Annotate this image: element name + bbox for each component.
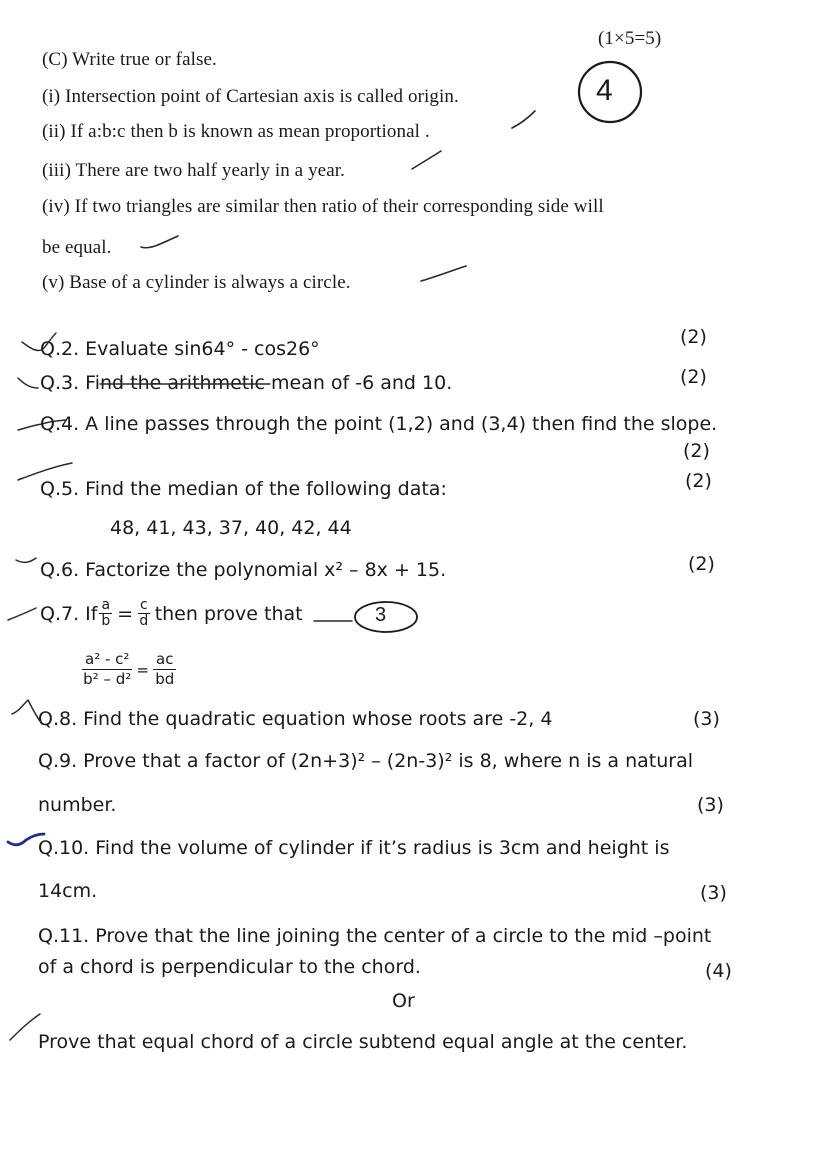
q3-marks: (2) (680, 366, 707, 388)
q8-marks: (3) (693, 708, 720, 730)
tf-item-3: (iii) There are two half yearly in a year. (42, 160, 345, 181)
tick-mark-icon (8, 608, 36, 620)
q7-rhs-num: ac (153, 650, 176, 670)
q7-equals: = (117, 602, 133, 625)
q7-frac2-den: d (139, 613, 149, 629)
tick-mark-icon (412, 151, 441, 169)
q7-frac1-num: a (101, 597, 111, 613)
tick-mark-icon (141, 236, 178, 248)
section-c-score: 4 (596, 74, 613, 107)
q7-frac1-den: b (101, 613, 111, 629)
score-circle-icon (355, 602, 417, 632)
q7-prefix: Q.7. If (40, 602, 98, 625)
tf-item-4-cont: be equal. (42, 237, 112, 258)
q7-rhs-den: bd (155, 670, 175, 688)
q5-data: 48, 41, 43, 37, 40, 42, 44 (110, 517, 352, 539)
tick-mark-icon (18, 378, 38, 388)
tick-mark-icon (8, 834, 44, 845)
q9-marks: (3) (697, 794, 724, 816)
q9-line2: number. (38, 794, 117, 816)
q4-marks: (2) (683, 440, 710, 462)
q7-score: 3 (375, 604, 387, 626)
q7-suffix: then prove that (154, 602, 303, 625)
tick-mark-icon (16, 558, 36, 562)
q11-marks: (4) (705, 960, 732, 982)
q7-lhs-den: b² – d² (83, 670, 132, 688)
q7-identity-equals: = (136, 660, 149, 679)
tick-mark-icon (18, 463, 72, 480)
q2-text: Q.2. Evaluate sin64° - cos26° (40, 338, 320, 360)
tf-item-2: (ii) If a:b:c then b is known as mean proportional . (42, 121, 430, 142)
q10-marks: (3) (700, 882, 727, 904)
tick-mark-icon (22, 333, 56, 350)
q2-marks: (2) (680, 326, 707, 348)
q10-line1: Q.10. Find the volume of cylinder if it’s radius is 3cm and height is (38, 837, 670, 859)
section-c-title: (C) Write true or false. (42, 49, 217, 70)
tick-mark-icon (512, 111, 535, 128)
score-circle-icon (579, 62, 641, 122)
q3-text: Q.3. Find the arithmetic mean of -6 and 10. (40, 372, 453, 394)
q5-text: Q.5. Find the median of the following data: (40, 478, 447, 500)
q10-line2: 14cm. (38, 880, 98, 902)
q11-or: Or (392, 990, 415, 1012)
q8-text: Q.8. Find the quadratic equation whose roots are -2, 4 (38, 708, 553, 730)
q11-line1: Q.11. Prove that the line joining the center of a circle to the mid –point (38, 925, 712, 947)
tick-mark-icon (18, 420, 66, 430)
q11-alt: Prove that equal chord of a circle subtend equal angle at the center. (38, 1031, 688, 1053)
q4-text: Q.4. A line passes through the point (1,2) and (3,4) then find the slope. (40, 413, 718, 435)
q7-frac2-num: c (139, 597, 148, 613)
q9-line1: Q.9. Prove that a factor of (2n+3)² – (2n-3)² is 8, where n is a natural (38, 750, 694, 772)
tf-item-1: (i) Intersection point of Cartesian axis is called origin. (42, 86, 459, 107)
q11-line2: of a chord is perpendicular to the chord. (38, 956, 421, 978)
section-c-marks: (1×5=5) (598, 28, 662, 49)
tick-mark-icon (12, 700, 42, 724)
tick-mark-icon (10, 1014, 40, 1040)
q5-marks: (2) (685, 470, 712, 492)
tf-item-5: (v) Base of a cylinder is always a circle. (42, 272, 351, 293)
tick-mark-icon (421, 266, 466, 281)
q6-marks: (2) (688, 553, 715, 575)
q6-text: Q.6. Factorize the polynomial x² – 8x + 15. (40, 559, 447, 581)
q7-lhs-num: a² - c² (82, 650, 132, 670)
tf-item-4: (iv) If two triangles are similar then ratio of their corresponding side will (42, 196, 604, 217)
